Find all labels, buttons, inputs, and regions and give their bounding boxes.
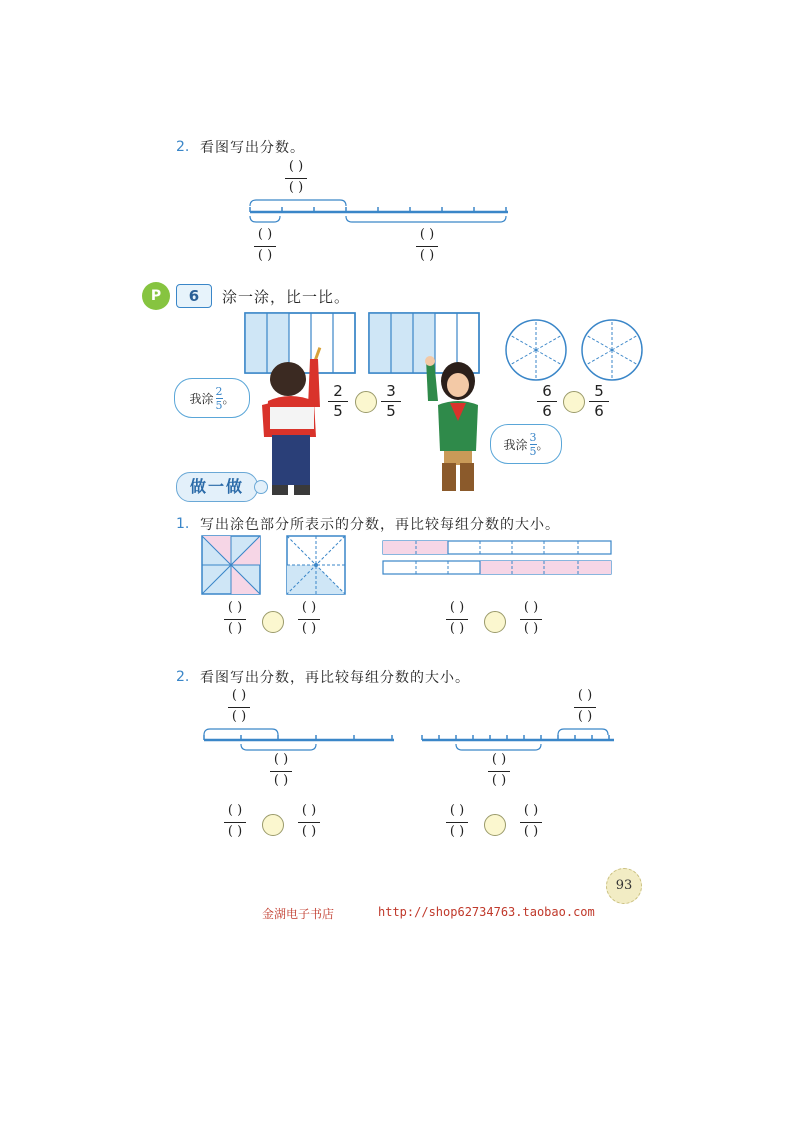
compare-circle[interactable] — [355, 391, 377, 413]
fraction-blank[interactable]: ( ) ( ) — [410, 228, 444, 265]
number-line-left — [196, 727, 400, 757]
boy-illustration — [258, 345, 324, 501]
square-eighths-right — [286, 535, 346, 595]
fraction-blank[interactable]: ( ) ( ) — [292, 601, 326, 638]
compare-circle[interactable] — [484, 814, 506, 836]
fraction-five-sixths: 5 6 — [586, 384, 612, 419]
number-line-right — [416, 727, 620, 757]
fraction-blank[interactable]: ( ) ( ) — [482, 753, 516, 790]
q2-text: 看图写出分数。 — [200, 140, 305, 156]
practice-q1-text: 写出涂色部分所表示的分数，再比较每组分数的大小。 — [200, 517, 560, 533]
fraction-blank[interactable]: ( ) ( ) — [440, 601, 474, 638]
number-line-1 — [240, 198, 520, 228]
fraction-blank[interactable]: ( ) ( ) — [248, 228, 282, 265]
fraction-blank[interactable]: ( ) ( ) — [514, 804, 548, 841]
speech-bubble-girl: 我涂 3 5 。 — [490, 424, 562, 464]
compare-circle[interactable] — [484, 611, 506, 633]
fraction-blank[interactable]: ( ) ( ) — [222, 689, 256, 726]
practice-title-tail — [254, 480, 268, 494]
square-eighths-left — [201, 535, 261, 595]
q2-number: 2. — [176, 139, 190, 155]
compare-circle[interactable] — [262, 814, 284, 836]
strip-sixths-top — [382, 540, 612, 556]
page-number-badge — [606, 868, 642, 904]
compare-circle[interactable] — [262, 611, 284, 633]
footer-url[interactable]: http://shop62734763.taobao.com — [378, 905, 595, 919]
fraction-blank[interactable]: ( ) ( ) — [279, 160, 313, 197]
girl-illustration — [420, 355, 486, 497]
fraction-two-fifths: 2 5 — [325, 384, 351, 419]
practice-q2-text: 看图写出分数，再比较每组分数的大小。 — [200, 670, 470, 686]
circle-sixths-right — [580, 318, 644, 382]
circle-sixths-left — [504, 318, 568, 382]
fraction-blank[interactable]: ( ) ( ) — [514, 601, 548, 638]
fraction-three-fifths: 3 5 — [378, 384, 404, 419]
page-number: 93 — [615, 878, 633, 893]
strip-sixths-bottom — [382, 560, 612, 576]
example-title: 涂一涂，比一比。 — [222, 288, 351, 306]
practice-q1-number: 1. — [176, 516, 190, 532]
compare-circle[interactable] — [563, 391, 585, 413]
speech-bubble-boy: 我涂 2 5 。 — [174, 378, 250, 418]
fraction-blank[interactable]: ( ) ( ) — [218, 804, 252, 841]
example-number: 6 — [176, 284, 212, 308]
example-badge: P — [142, 282, 170, 310]
fraction-blank[interactable]: ( ) ( ) — [218, 601, 252, 638]
fraction-blank[interactable]: ( ) ( ) — [568, 689, 602, 726]
fraction-blank[interactable]: ( ) ( ) — [292, 804, 326, 841]
fraction-blank[interactable]: ( ) ( ) — [440, 804, 474, 841]
practice-q2-number: 2. — [176, 669, 190, 685]
practice-title: 做一做 — [176, 472, 258, 502]
fraction-six-sixths: 6 6 — [534, 384, 560, 419]
fraction-blank[interactable]: ( ) ( ) — [264, 753, 298, 790]
footer-store: 金湖电子书店 — [262, 907, 335, 921]
